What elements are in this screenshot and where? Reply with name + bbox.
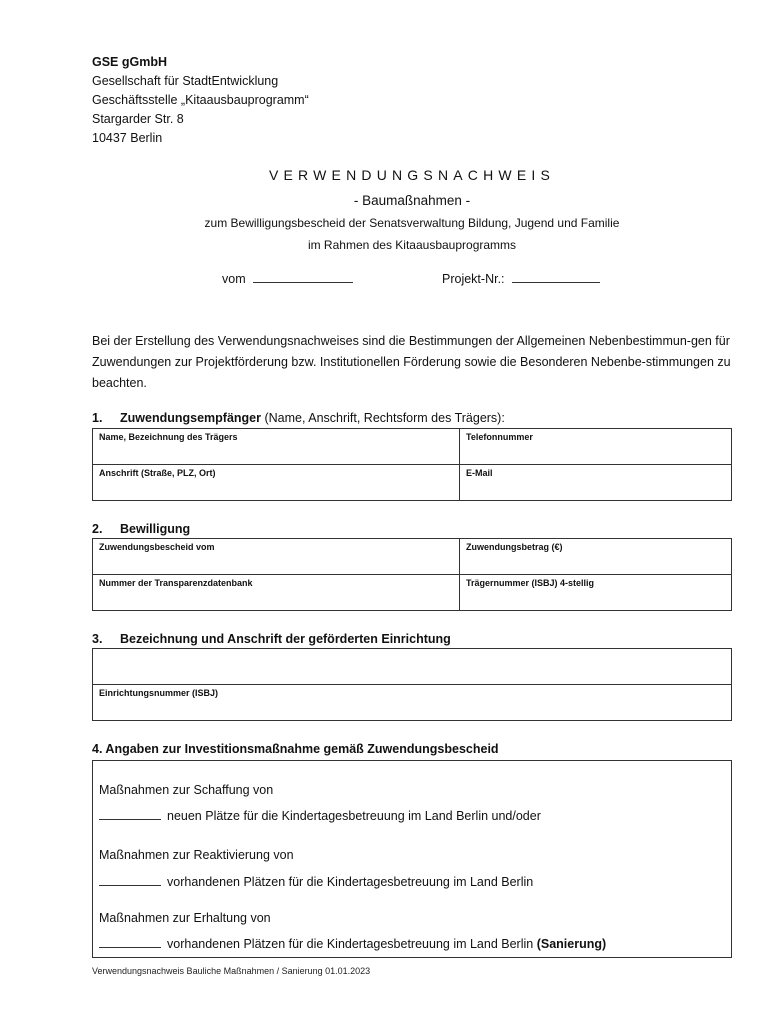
page-footer: Verwendungsnachweis Bauliche Maßnahmen / Sanierung 01.01.2023 — [92, 966, 371, 976]
item-1-blank[interactable] — [99, 810, 161, 820]
item-3-text: vorhandenen Plätzen für die Kindertagesbetreuung im Land Berlin — [167, 937, 534, 951]
item-3-bold-note: (Sanierung) — [536, 937, 607, 951]
item-2-line — [99, 875, 533, 889]
field-einrichtung-anschrift[interactable] — [93, 649, 732, 685]
item-1-heading: Maßnahmen zur Schaffung von — [99, 783, 274, 797]
field-traegernummer[interactable]: Trägernummer (ISBJ) 4-stellig — [460, 575, 732, 611]
field-anschrift[interactable]: Anschrift (Straße, PLZ, Ort) — [93, 465, 460, 501]
field-zuwendungsbetrag[interactable]: Zuwendungsbetrag (€) — [460, 539, 732, 575]
section-2-title: Bewilligung — [120, 522, 191, 536]
section-4-title: 4. Angaben zur Investitionsmaßnahme gemäß Zuwendungsbescheid — [92, 742, 499, 756]
item-1-text: neuen Plätze für die Kindertagesbetreuung im Land Berlin und/oder — [167, 809, 541, 823]
item-2-text: vorhandenen Plätzen für die Kindertagesbetreuung im Land Berlin — [167, 875, 534, 889]
section-1-note: (Name, Anschrift, Rechtsform des Trägers): — [264, 411, 505, 425]
item-2-blank[interactable] — [99, 876, 161, 886]
section-4-heading — [92, 742, 499, 756]
field-einrichtungsnummer[interactable]: Einrichtungsnummer (ISBJ) — [93, 685, 732, 721]
section-4-box — [92, 760, 732, 958]
projekt-input-line[interactable] — [512, 272, 600, 283]
item-3-blank[interactable] — [99, 938, 161, 948]
sender-address — [92, 53, 309, 148]
section-1-table — [92, 428, 732, 501]
vom-label: vom — [222, 272, 246, 286]
section-1-heading: 1. Zuwendungsempfänger (Name, Anschrift, Rechtsform des Trägers): — [92, 411, 505, 425]
section-1-title: Zuwendungsempfänger — [120, 411, 261, 425]
document-description-2: im Rahmen des Kitaausbauprogramms — [307, 238, 517, 252]
document-description-1: zum Bewilligungsbescheid der Senatsverwaltung Bildung, Jugend und Familie — [204, 216, 620, 230]
document-title: VERWENDUNGSNACHWEIS — [268, 167, 555, 183]
section-3-heading: 3. Bezeichnung und Anschrift der geförderten Einrichtung — [92, 632, 451, 646]
field-email[interactable]: E-Mail — [460, 465, 732, 501]
project-number-row — [442, 272, 600, 286]
date-field-row — [222, 272, 353, 286]
sender-line-2: Geschäftsstelle „Kitaausbauprogramm“ — [92, 93, 309, 107]
field-bescheid-vom[interactable]: Zuwendungsbescheid vom — [93, 539, 460, 575]
sender-org: GSE gGmbH — [92, 55, 168, 69]
field-traeger-name[interactable]: Name, Bezeichnung des Trägers — [93, 429, 460, 465]
item-2-heading: Maßnahmen zur Reaktivierung von — [99, 848, 294, 862]
sender-line-1: Gesellschaft für StadtEntwicklung — [92, 74, 279, 88]
field-transparenzdatenbank[interactable]: Nummer der Transparenzdatenbank — [93, 575, 460, 611]
field-telefon[interactable]: Telefonnummer — [460, 429, 732, 465]
section-2-table — [92, 538, 732, 611]
projekt-label: Projekt-Nr.: — [442, 272, 505, 286]
sender-street: Stargarder Str. 8 — [92, 112, 184, 126]
item-1-line — [99, 809, 541, 823]
intro-paragraph: Bei der Erstellung des Verwendungsnachweises sind die Bestimmungen der Allgemeinen Nebenbestimmun-gen für Zuwendungen zur Projektförderung bzw. Institutionellen Förderung sowie die Besonderen Nebenbe-stimmungen zu beachten. — [92, 334, 731, 390]
section-2-heading: 2. Bewilligung — [92, 522, 191, 536]
section-3-title: Bezeichnung und Anschrift der geförderten Einrichtung — [120, 632, 451, 646]
item-3-heading: Maßnahmen zur Erhaltung von — [99, 911, 271, 925]
item-3-line — [99, 937, 606, 951]
section-3-table — [92, 648, 732, 721]
document-subtitle: - Baumaßnahmen - — [353, 193, 471, 208]
sender-city: 10437 Berlin — [92, 131, 163, 145]
vom-input-line[interactable] — [253, 272, 353, 283]
